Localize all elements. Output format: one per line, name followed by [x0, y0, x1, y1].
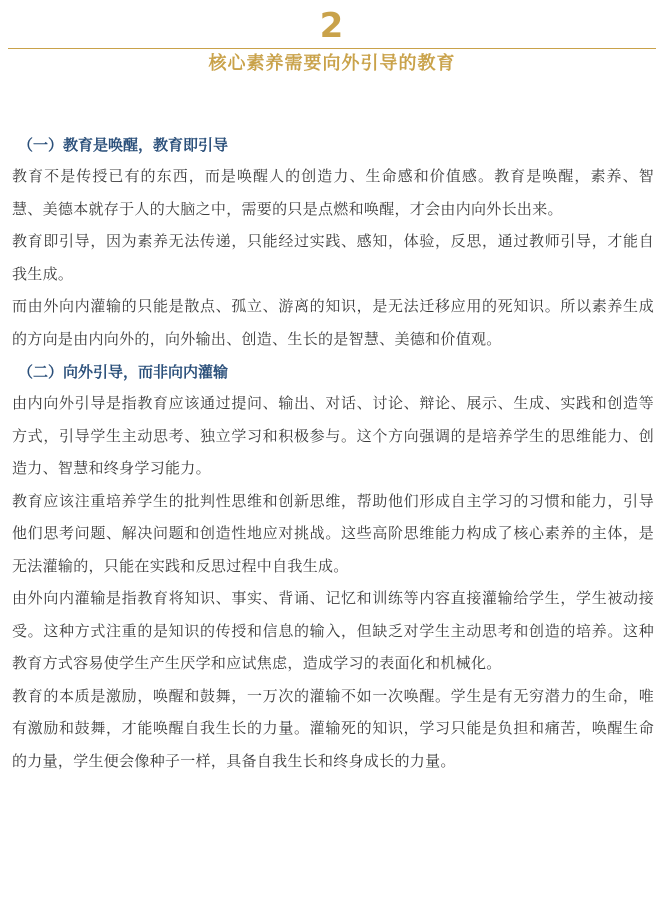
divider-line: [8, 48, 656, 49]
subheading-2: （二）向外引导，而非向内灌输: [18, 363, 229, 381]
paragraph: 教育应该注重培养学生的批判性思维和创新思维，帮助他们形成自主学习的习惯和能力，引导他们思考问题、解决问题和创造性地应对挑战。这些高阶思维能力构成了核心素养的主体，是无法灌输的，只能在实践和反思过程中自我生成。: [12, 491, 654, 575]
section-number: 2: [319, 6, 345, 46]
section-header: [0, 0, 664, 100]
section-title: 核心素养需要向外引导的教育: [208, 53, 456, 74]
subheading-1: （一）教育是唤醒，教育即引导: [18, 136, 229, 154]
paragraph: 由内向外引导是指教育应该通过提问、输出、对话、讨论、辩论、展示、生成、实践和创造等方式，引导学生主动思考、独立学习和积极参与。这个方向强调的是培养学生的思维能力、创造力、智慧和终身学习能力。: [12, 394, 654, 477]
paragraph: 教育即引导，因为素养无法传递，只能经过实践、感知，体验，反思，通过教师引导，才能自我生成。: [12, 232, 654, 283]
paragraph: 而由外向内灌输的只能是散点、孤立、游离的知识，是无法迁移应用的死知识。所以素养生成的方向是由内向外的，向外输出、创造、生长的是智慧、美德和价值观。: [12, 297, 654, 348]
paragraph: 由外向内灌输是指教育将知识、事实、背诵、记忆和训练等内容直接灌输给学生，学生被动接受。这种方式注重的是知识的传授和信息的输入，但缺乏对学生主动思考和创造的培养。这种教育方式容易使学生产生厌学和应试焦虑，造成学习的表面化和机械化。: [12, 589, 654, 672]
article-body: [12, 130, 654, 777]
paragraph: 教育不是传授已有的东西，而是唤醒人的创造力、生命感和价值感。教育是唤醒，素养、智慧、美德本就存于人的大脑之中，需要的只是点燃和唤醒，才会由内向外长出来。: [12, 167, 654, 218]
paragraph: 教育的本质是激励，唤醒和鼓舞，一万次的灌输不如一次唤醒。学生是有无穷潜力的生命，唯有激励和鼓舞，才能唤醒自我生长的力量。灌输死的知识，学习只能是负担和痛苦，唤醒生命的力量，学生便会像种子一样，具备自我生长和终身成长的力量。: [12, 686, 654, 770]
